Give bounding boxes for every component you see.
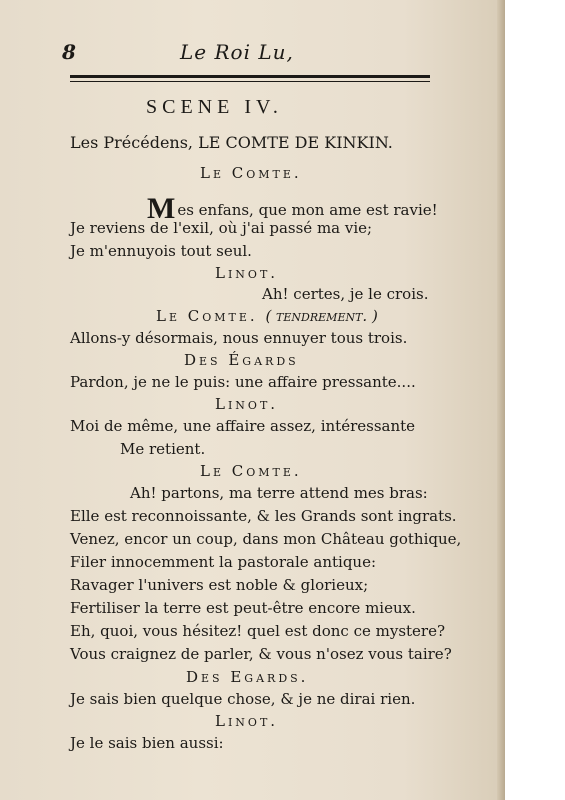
- verse-line: Allons-y désormais, nous ennuyer tous trois.: [70, 329, 408, 347]
- verse-line: Ah! partons, ma terre attend mes bras:: [130, 484, 428, 502]
- speaker-le-comte: Le Comte.: [200, 164, 302, 182]
- verse-line: Ravager l'univers est noble & glorieux;: [70, 576, 369, 594]
- verse-line: Je le sais bien aussi:: [70, 734, 224, 752]
- verse-line: Je sais bien quelque chose, & je ne dirai rien.: [70, 690, 416, 708]
- verse-line: Je reviens de l'exil, où j'ai passé ma vie;: [70, 219, 373, 237]
- verse-line: Venez, encor un coup, dans mon Château gothique,: [70, 530, 462, 548]
- verse-line: Elle est reconnoissante, & les Grands sont ingrats.: [70, 507, 457, 525]
- speaker-name: Le Comte.: [156, 307, 258, 325]
- verse-line: Vous craignez de parler, & vous n'osez vous taire?: [70, 645, 452, 663]
- speaker-linot: Linot.: [215, 264, 279, 282]
- running-title: Le Roi Lu,: [180, 40, 294, 64]
- page-edge: [497, 0, 505, 800]
- verse-line: Pardon, je ne le puis: une affaire pressante....: [70, 373, 416, 391]
- verse-line: Eh, quoi, vous hésitez! quel est donc ce mystere?: [70, 622, 446, 640]
- scene-title: SCENE IV.: [146, 96, 283, 118]
- cast-line: Les Précédens, LE COMTE DE KINKIN.: [70, 133, 393, 152]
- speaker-des-egards: Des Égards: [184, 351, 299, 369]
- verse-line: Ah! certes, je le crois.: [262, 285, 429, 303]
- speaker-linot: Linot.: [215, 395, 279, 413]
- speaker-linot: Linot.: [215, 712, 279, 730]
- verse-line-rest: es enfans, que mon ame est ravie!: [177, 201, 438, 219]
- speaker-le-comte: Le Comte.: [200, 462, 302, 480]
- header-rule-thin: [70, 81, 430, 82]
- stage-direction: ( tendrement. ): [265, 307, 378, 325]
- verse-line: Filer innocemment la pastorale antique:: [70, 553, 377, 571]
- speaker-des-egards: Des Egards.: [186, 668, 309, 686]
- speaker-le-comte: [156, 307, 378, 325]
- verse-line: Je m'ennuyois tout seul.: [70, 242, 252, 260]
- page-number: 8: [62, 40, 76, 64]
- verse-line: Fertiliser la terre est peut-être encore mieux.: [70, 599, 416, 617]
- header-rule-thick: [70, 75, 430, 78]
- drop-cap: M: [147, 192, 176, 225]
- verse-line: Me retient.: [120, 440, 206, 458]
- verse-line: Moi de même, une affaire assez, intéressante: [70, 417, 416, 435]
- running-header: [62, 40, 432, 70]
